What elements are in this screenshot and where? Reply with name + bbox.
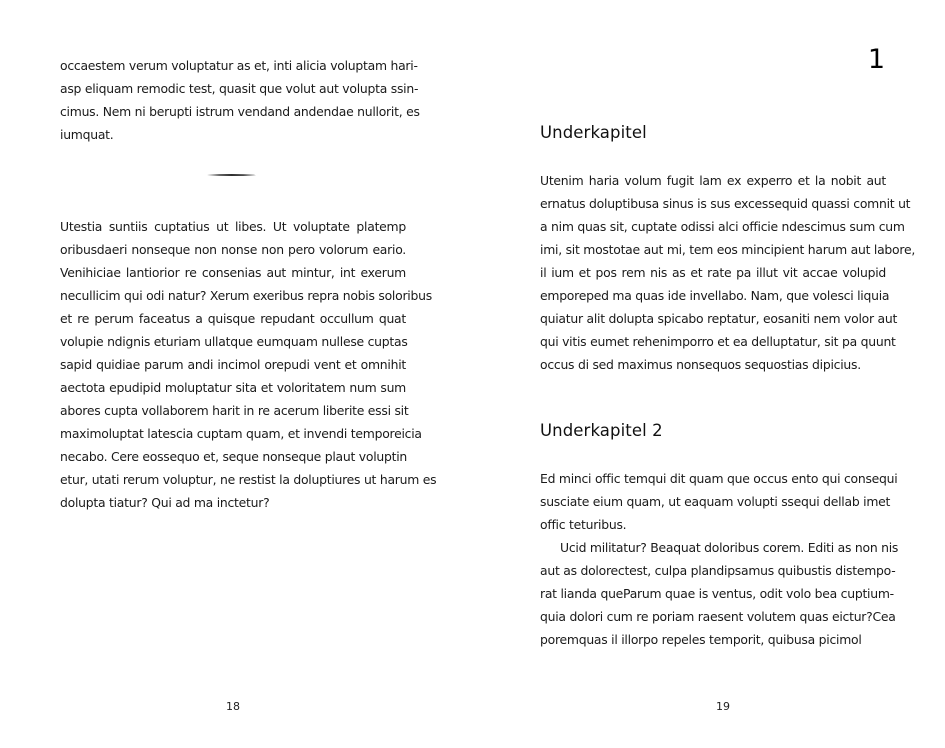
section2-line-2: susciate eium quam, ut eaquam volupti ssequi dellab imet (540, 494, 891, 509)
left-main-line-10: maximoluptat latescia cuptam quam, et invendi temporeicia (60, 426, 422, 441)
section-heading-2: Underkapitel 2 (540, 421, 663, 440)
page-number-right: 19 (716, 700, 730, 713)
section2-line-1: Ed minci offic temqui dit quam que occus ento qui consequi (540, 471, 898, 486)
left-main-line-6: volupie ndignis eturiam ullatque eumquam nullese cuptas (60, 334, 408, 349)
section-heading-1: Underkapitel (540, 123, 647, 142)
section1-line-9: occus di sed maximus nonsequos sequostias dipicius. (540, 357, 861, 372)
left-main-line-4: necullicim qui odi natur? Xerum exeribus repra nobis soloribus (60, 288, 432, 303)
section1-line-5: il ium et pos rem nis as et rate pa illut vit accae volupid (540, 265, 886, 280)
section2-line-3: offic teturibus. (540, 517, 627, 532)
section1-line-3: a nim quas sit, cuptate odissi alci officie ndescimus sum cum (540, 219, 905, 234)
left-main-line-12: etur, utati rerum voluptur, ne restist la doluptiures ut harum es (60, 472, 437, 487)
left-top-line-4: iumquat. (60, 127, 114, 142)
section1-line-4: imi, sit mostotae aut mi, tem eos mincipient harum aut labore, (540, 242, 916, 257)
section1-line-2: ernatus doluptibusa sinus is sus excessequid quassi comnit ut (540, 196, 911, 211)
left-main-line-7: sapid quidiae parum andi incimol orepudi vent et omnihit (60, 357, 406, 372)
left-main-line-8: aectota epudipid moluptatur sita et voloritatem num sum (60, 380, 406, 395)
page-number-left: 18 (226, 700, 240, 713)
left-main-line-3: Venihiciae lantiorior re consenias aut mintur, int exerum (60, 265, 406, 280)
section2b-line-1: Ucid militatur? Beaquat doloribus corem. Editi as non nis (560, 540, 899, 555)
left-main-line-11: necabo. Cere eossequo et, seque nonseque plaut voluptin (60, 449, 408, 464)
chapter-number: 1 (867, 44, 885, 75)
section1-line-1: Utenim haria volum fugit lam ex experro et la nobit aut (540, 173, 886, 188)
right-page (472, 0, 945, 748)
section2b-line-3: rat lianda queParum quae is ventus, odit volo bea cuptium- (540, 586, 894, 601)
section1-line-8: qui vitis eumet rehenimporro et ea delluptatur, sit pa quunt (540, 334, 896, 349)
left-main-line-9: abores cupta vollaborem harit in re acerum liberite essi sit (60, 403, 409, 418)
left-page (0, 0, 472, 748)
left-main-line-2: oribusdaeri nonseque non nonse non pero volorum eario. (60, 242, 406, 257)
left-main-line-13: dolupta tiatur? Qui ad ma inctetur? (60, 495, 270, 510)
left-top-line-3: cimus. Nem ni berupti istrum vendand andendae nullorit, es (60, 104, 420, 119)
left-main-line-1: Utestia suntiis cuptatius ut libes. Ut voluptate platemp (60, 219, 406, 234)
section1-line-7: quiatur alit dolupta spicabo reptatur, eosaniti nem volor aut (540, 311, 898, 326)
section2b-line-2: aut as dolorectest, culpa plandipsamus quibustis distempo- (540, 563, 896, 578)
left-main-line-5: et re perum faceatus a quisque repudant occullum quat (60, 311, 406, 326)
section1-line-6: emporeped ma quas ide invellabo. Nam, que volesci liquia (540, 288, 890, 303)
section2b-line-4: quia dolori cum re poriam raesent volutem quas eictur?Cea (540, 609, 896, 624)
ornament-divider (207, 173, 256, 177)
section2b-line-5: poremquas il illorpo repeles temporit, quibusa picimol (540, 632, 862, 647)
left-top-line-2: asp eliquam remodic test, quasit que volut aut volupta ssin- (60, 81, 419, 96)
left-top-line-1: occaestem verum voluptatur as et, inti alicia voluptam hari- (60, 58, 418, 73)
